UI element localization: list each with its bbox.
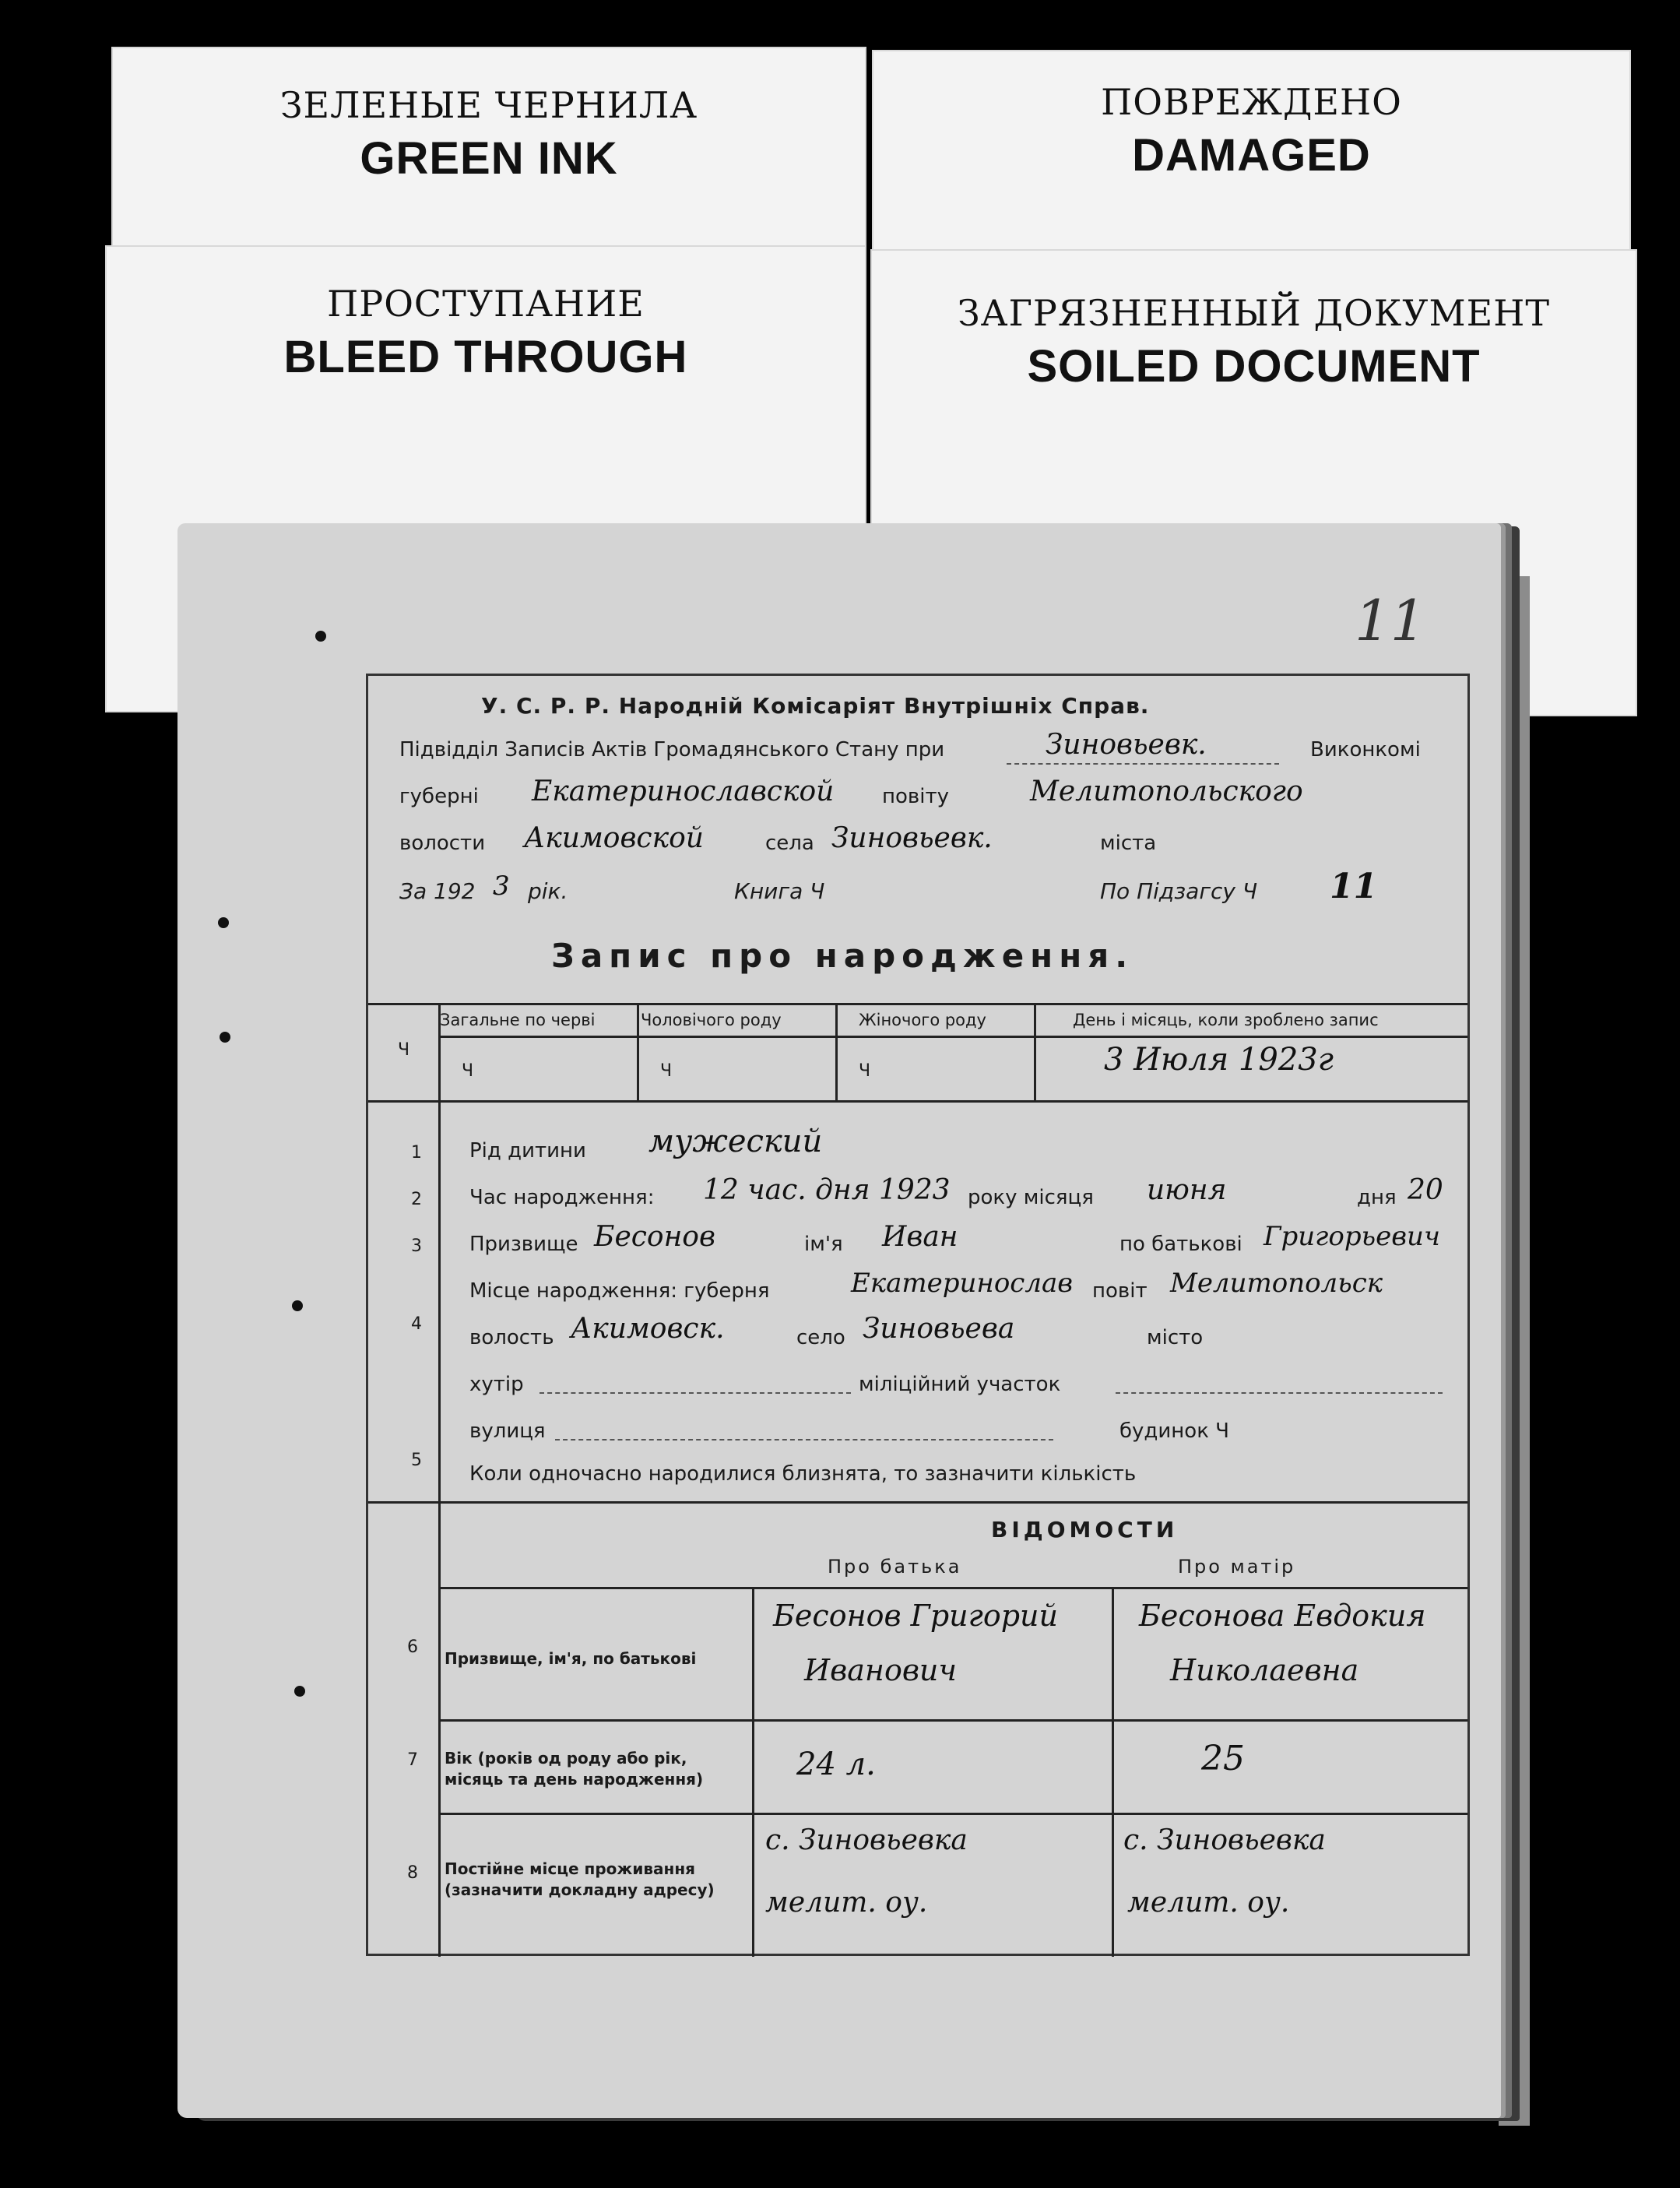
punch-hole [218,917,229,928]
given-name-value: Иван [882,1221,958,1253]
surname-label: Призвище [469,1233,578,1256]
birth-record-form [366,674,1470,1956]
rule [368,1003,1467,1005]
father-residence-line2: мелит. оу. [765,1887,928,1919]
selo-label: села [765,832,814,855]
birthplace-gubernia-label: Місце народження: губерня [469,1279,770,1303]
father-name-line2: Иванович [804,1653,958,1687]
info-title: ВІДОМОСТИ [991,1517,1179,1543]
form-title: У. С. Р. Р. Народній Комісаріят Внутрішніх Справ. [481,693,1150,719]
male-number: Ч [660,1061,673,1081]
card-label-english: DAMAGED [1132,130,1371,181]
residence-label-line2: (зазначити докладну адресу) [445,1880,715,1899]
mista-label: міста [1100,832,1157,855]
item-number: 7 [407,1750,418,1770]
rule [438,1100,441,1501]
house-label: будинок Ч [1119,1419,1229,1443]
gubernia-label: губерні [399,785,479,808]
item-number: 5 [411,1451,422,1470]
item-number: 2 [411,1190,422,1209]
page-number: 11 [1355,588,1426,653]
mother-residence-line2: мелит. оу. [1127,1887,1290,1919]
father-column-header: Про батька [828,1556,962,1578]
punch-hole [315,631,326,642]
rule [835,1003,838,1100]
child-sex-label: Рід дитини [469,1139,586,1163]
mother-name-line2: Николаевна [1170,1653,1359,1687]
birth-month-value: июня [1147,1174,1227,1206]
rule [1034,1003,1036,1100]
rule [752,1587,754,1957]
rule [438,1587,1467,1589]
volost-label: волости [399,832,486,855]
fill-line [1116,1392,1443,1394]
patronymic-value: Григорьевич [1264,1221,1441,1252]
mother-name-line1: Бесонова Евдокия [1139,1599,1426,1633]
birth-selo-value: Зиновьева [863,1313,1015,1345]
item-number: 4 [411,1314,422,1334]
year-suffix: рік. [528,878,568,904]
fill-line [1007,763,1279,765]
label-card-damaged [872,50,1631,260]
gubernia-value: Екатеринославской [532,776,835,807]
selo-value: Зиновьевк. [831,822,993,854]
birth-time-label: Час народження: [469,1186,655,1209]
card-label-russian: ПРОСТУПАНИЕ [327,283,645,325]
page-edge [1499,576,1530,2126]
fill-line [539,1392,851,1394]
row-number-label: Ч [398,1040,410,1060]
card-label-english: BLEED THROUGH [283,332,688,382]
khutir-label: хутір [469,1373,524,1396]
birthplace-povit-label: повіт [1092,1279,1148,1303]
card-label-russian: ЗАГРЯЗНЕННЫЙ ДОКУМЕНТ [957,292,1551,334]
subsection-value: 11 [1330,867,1378,906]
militia-district-label: міліційний участок [859,1373,1061,1396]
volost-value: Акимовской [524,822,704,854]
rule [438,1813,1467,1815]
age-label-line1: Вік (років од роду або рік, [445,1749,687,1768]
father-residence-line1: с. Зиновьевка [765,1824,968,1856]
residence-label-line1: Постійне місце проживання [445,1859,695,1878]
column-female-header: Жіночого роду [859,1011,986,1029]
card-label-russian: ПОВРЕЖДЕНО [1101,81,1402,123]
female-number: Ч [859,1061,871,1081]
card-label-english: GREEN INK [360,133,618,184]
rule [438,1719,1467,1722]
parent-name-label: Призвище, ім'я, по батькові [445,1649,697,1668]
twins-label: Коли одночасно народилися близнята, то зазначити кількість [469,1462,1137,1486]
birth-month-label: року місяця [968,1186,1094,1209]
rule [438,1036,1467,1038]
age-label-line2: місяць та день народження) [445,1770,704,1789]
column-male-header: Чоловічого роду [641,1011,782,1029]
birth-volost-label: волость [469,1326,554,1349]
item-number: 8 [407,1863,418,1883]
povit-value: Мелитопольского [1030,776,1303,807]
father-age-value: 24 л. [796,1747,876,1782]
item-number: 6 [407,1637,418,1657]
subdivision-value: Зиновьевк. [1046,729,1207,761]
rule [1112,1587,1114,1957]
birth-volost-value: Акимовск. [571,1313,725,1345]
rule [438,1501,441,1957]
fill-line [555,1439,1053,1440]
birthplace-povit-value: Мелитопольск [1170,1268,1383,1299]
father-name-line1: Бесонов Григорий [773,1599,1058,1633]
mother-column-header: Про матір [1178,1556,1296,1578]
birth-selo-label: село [796,1326,845,1349]
subsection-label: По Підзагсу Ч [1100,878,1258,904]
label-card-green-ink [111,47,866,257]
birth-day-value: 20 [1408,1174,1443,1206]
child-sex-value: мужеский [648,1124,823,1159]
rule [368,1100,1467,1103]
punch-hole [294,1686,305,1697]
given-name-label: ім'я [804,1233,843,1256]
card-label-russian: ЗЕЛЕНЫЕ ЧЕРНИЛА [279,84,698,126]
street-label: вулиця [469,1419,546,1443]
birth-misto-label: місто [1147,1326,1204,1349]
birth-day-label: дня [1357,1186,1397,1209]
rule [637,1003,639,1100]
subdivision-label: Підвідділ Записів Актів Громадянського Стану при [399,738,945,762]
executive-label: Виконкомі [1310,738,1421,762]
birth-time-value: 12 час. дня 1923 [703,1174,951,1206]
mother-residence-line1: с. Зиновьевка [1123,1824,1326,1856]
punch-hole [292,1300,303,1311]
column-general-header: Загальне по черві [440,1011,596,1029]
record-title: Запис про народження. [551,937,1134,975]
punch-hole [220,1032,230,1043]
book-label: Книга Ч [734,878,825,904]
surname-value: Бесонов [594,1221,715,1253]
general-number: Ч [462,1061,474,1081]
patronymic-label: по батькові [1119,1233,1242,1256]
mother-age-value: 25 [1201,1739,1245,1778]
year-value: 3 [493,871,510,902]
record-date-value: 3 Июля 1923г [1104,1042,1334,1078]
year-label: За 192 [399,878,476,904]
column-date-header: День і місяць, коли зроблено запис [1073,1011,1379,1029]
item-number: 3 [411,1236,422,1256]
item-number: 1 [411,1143,422,1163]
card-label-english: SOILED DOCUMENT [1027,341,1481,392]
birthplace-gubernia-value: Екатеринослав [851,1268,1074,1299]
povit-label: повіту [882,785,949,808]
rule [368,1501,1467,1504]
